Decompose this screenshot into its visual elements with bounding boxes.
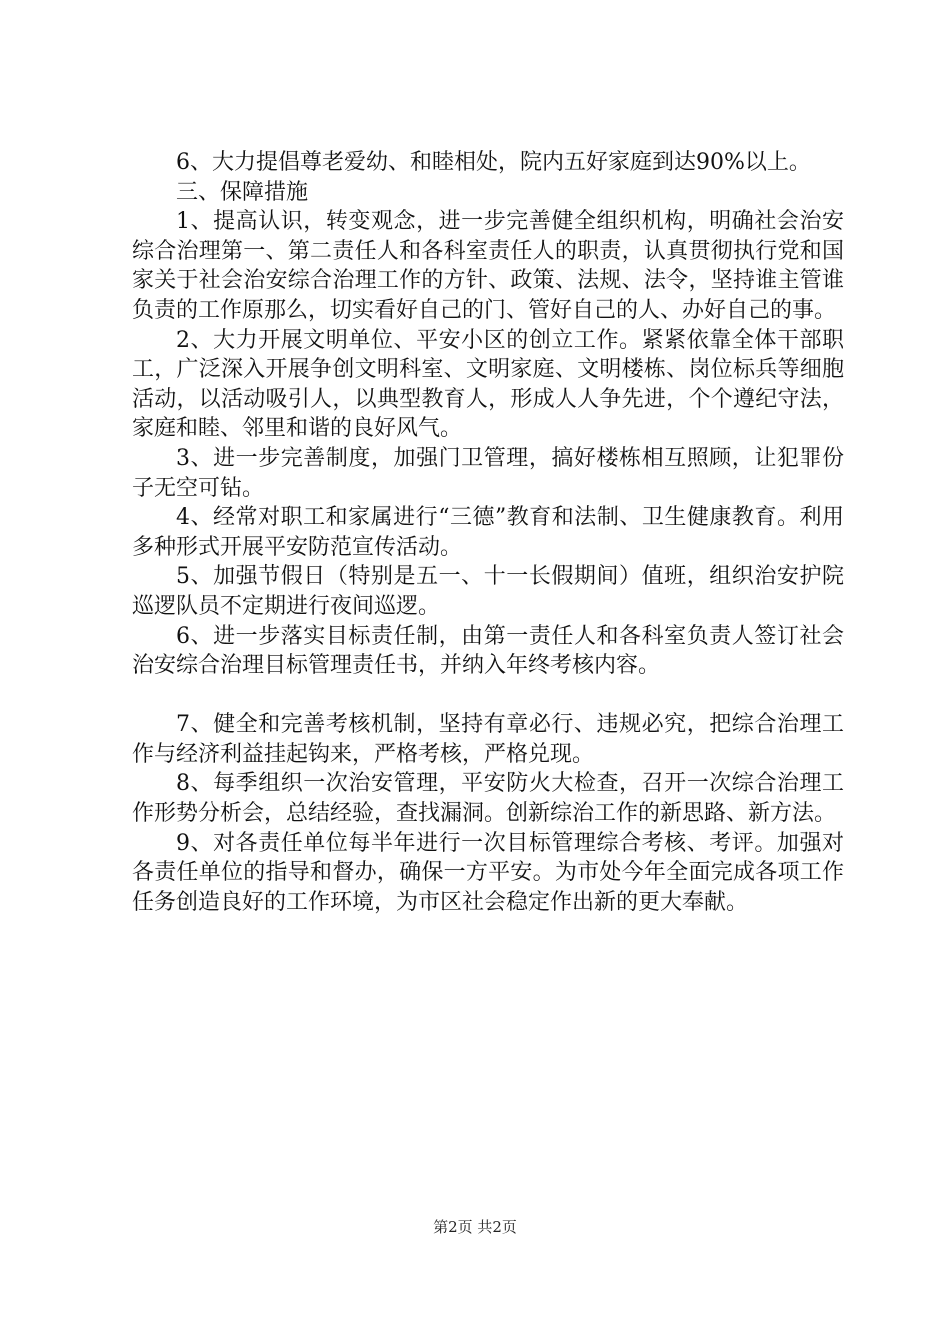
paragraph-measure-4: 4、经常对职工和家属进行“三德”教育和法制、卫生健康教育。利用多种形式开展平安防范宣传活动。 (132, 505, 844, 560)
paragraph-measure-9: 9、对各责任单位每半年进行一次目标管理综合考核、考评。加强对各责任单位的指导和督办，确保一方平安。为市处今年全面完成各项工作任务创造良好的工作环境，为市区社会稳定作出新的更大奉献。 (132, 830, 844, 915)
paragraph-measure-3: 3、进一步完善制度，加强门卫管理，搞好楼栋相互照顾，让犯罪份子无空可钻。 (132, 445, 844, 501)
page-footer: 第2页 共2页 (433, 1218, 517, 1236)
paragraph-measure-7: 7、健全和完善考核机制，坚持有章必行、违规必究，把综合治理工作与经济利益挂起钩来，严格考核，严格兑现。 (132, 712, 844, 767)
paragraph-measure-1: 1、提高认识，转变观念，进一步完善健全组织机构，明确社会治安综合治理第一、第二责任人和各科室责任人的职责，认真贯彻执行党和国家关于社会治安综合治理工作的方针、政策、法规、法令，坚持谁主管谁负责的工作原那么，切实看好自己的门、管好自己的人、办好自己的事。 (132, 209, 844, 323)
paragraph-measure-6: 6、进一步落实目标责任制，由第一责任人和各科室负责人签订社会治安综合治理目标管理责任书，并纳入年终考核内容。 (132, 623, 844, 679)
paragraph-measure-5: 5、加强节假日（特别是五一、十一长假期间）值班，组织治安护院巡逻队员不定期进行夜间巡逻。 (132, 564, 844, 619)
document-body (132, 148, 844, 917)
paragraph-measure-8: 8、每季组织一次治安管理，平安防火大检查，召开一次综合治理工作形势分析会，总结经验，查找漏洞。创新综治工作的新思路、新方法。 (132, 771, 844, 827)
paragraph-item-6: 6、大力提倡尊老爱幼、和睦相处，院内五好家庭到达90%以上。 (176, 150, 811, 175)
section-heading: 三、保障措施 (176, 179, 309, 205)
paragraph-measure-2: 2、大力开展文明单位、平安小区的创立工作。紧紧依靠全体干部职工，广泛深入开展争创文明科室、文明家庭、文明楼栋、岗位标兵等细胞活动，以活动吸引人，以典型教育人，形成人人争先进，个个遵纪守法，家庭和睦、邻里和谐的良好风气。 (132, 327, 844, 442)
